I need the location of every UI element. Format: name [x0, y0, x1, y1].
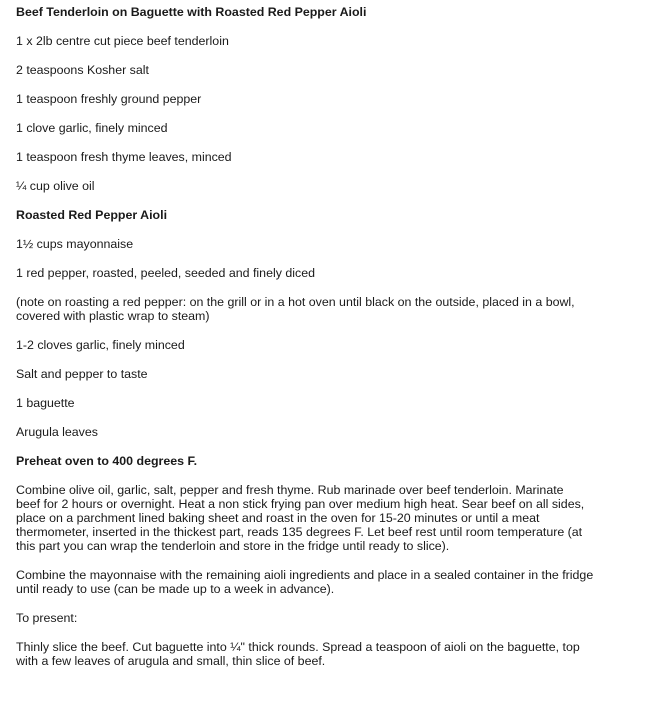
step-line: Combine olive oil, garlic, salt, pepper and fresh thyme. Rub marinade over beef tenderloin. Marinate: [16, 483, 564, 497]
aioli-heading: Roasted Red Pepper Aioli: [16, 208, 168, 222]
ingredient-line: 1 teaspoon freshly ground pepper: [16, 92, 202, 106]
preheat-heading: Preheat oven to 400 degrees F.: [16, 454, 198, 468]
ingredient-line: ¼ cup olive oil: [16, 179, 95, 193]
method-step-present: [16, 640, 648, 668]
roasting-note: [16, 295, 648, 323]
ingredient-line: Arugula leaves: [16, 425, 98, 439]
ingredient-line: 1½ cups mayonnaise: [16, 237, 134, 251]
recipe-document: [16, 0, 648, 668]
roasting-note-line: (note on roasting a red pepper: on the grill or in a hot oven until black on the outside, placed in a bowl,: [16, 295, 575, 309]
roasting-note-line: covered with plastic wrap to steam): [16, 309, 210, 323]
step-line: Combine the mayonnaise with the remaining aioli ingredients and place in a sealed container in the fridge: [16, 568, 594, 582]
step-line: this part you can wrap the tenderloin and store in the fridge until ready to slice).: [16, 539, 450, 553]
step-line: with a few leaves of arugula and small, thin slice of beef.: [16, 654, 326, 668]
step-line: Thinly slice the beef. Cut baguette into ¼" thick rounds. Spread a teaspoon of aioli on the baguette, top: [16, 640, 580, 654]
ingredient-line: Salt and pepper to taste: [16, 367, 148, 381]
recipe-title: Beef Tenderloin on Baguette with Roasted Red Pepper Aioli: [16, 5, 367, 19]
method-step-marinate: [16, 483, 648, 553]
method-step-aioli: [16, 568, 648, 596]
ingredient-line: 2 teaspoons Kosher salt: [16, 63, 149, 77]
ingredient-line: 1 clove garlic, finely minced: [16, 121, 168, 135]
ingredient-line: 1 teaspoon fresh thyme leaves, minced: [16, 150, 232, 164]
ingredient-line: 1 x 2lb centre cut piece beef tenderloin: [16, 34, 229, 48]
step-line: thermometer, inserted in the thickest part, reads 135 degrees F. Let beef rest until room temperature (at: [16, 525, 583, 539]
ingredient-line: 1 red pepper, roasted, peeled, seeded and finely diced: [16, 266, 315, 280]
ingredient-line: 1-2 cloves garlic, finely minced: [16, 338, 185, 352]
step-line: place on a parchment lined baking sheet and roast in the oven for 15-20 minutes or until a meat: [16, 511, 540, 525]
ingredient-line: 1 baguette: [16, 396, 75, 410]
to-present-label: To present:: [16, 611, 78, 625]
step-line: until ready to use (can be made up to a week in advance).: [16, 582, 335, 596]
step-line: beef for 2 hours or overnight. Heat a non stick frying pan over medium high heat. Sear beef on all sides,: [16, 497, 585, 511]
